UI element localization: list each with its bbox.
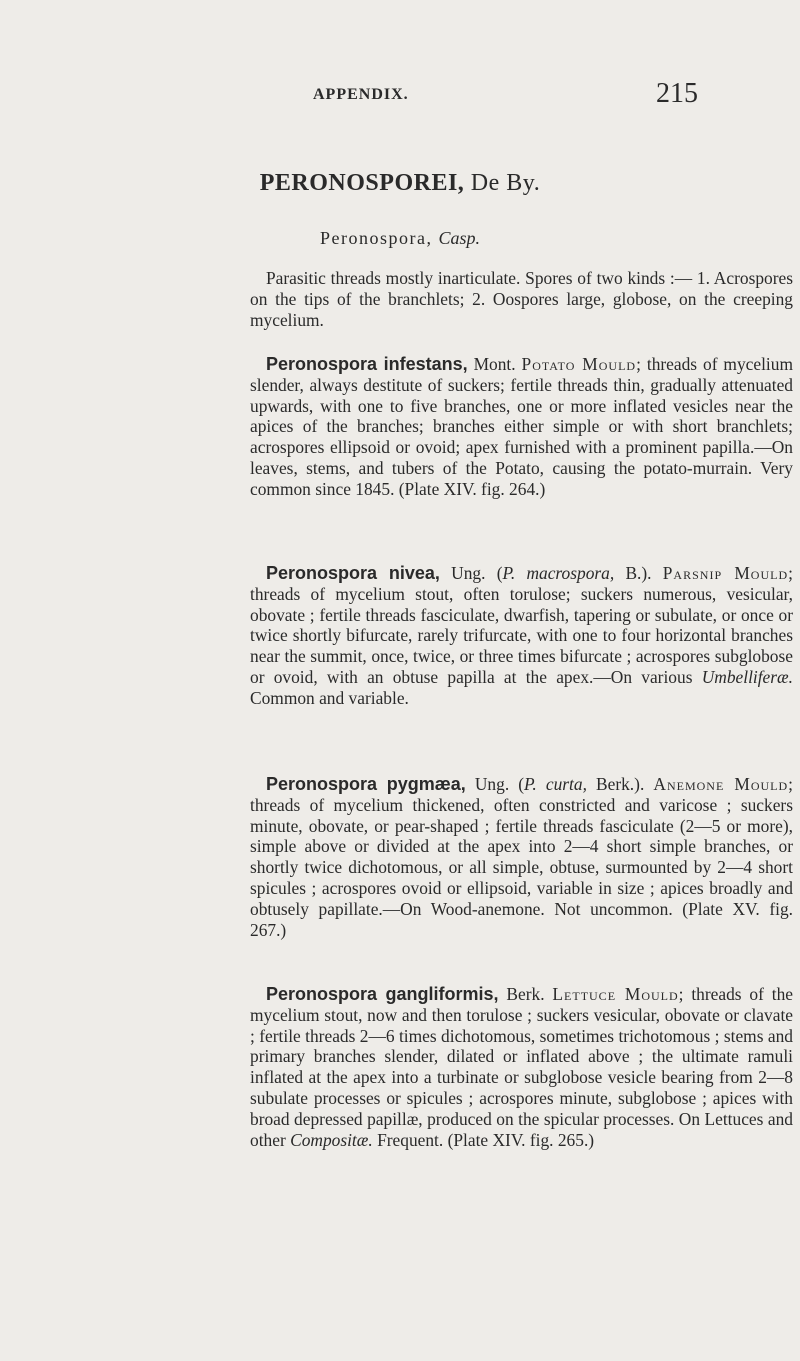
common-name: Parsnip Mould — [662, 563, 789, 583]
species-authority: Berk. — [498, 984, 553, 1004]
species-remark: Common and variable. — [250, 687, 409, 708]
species-authority: Ung. ( — [465, 774, 525, 794]
species-remark: Frequent. (Plate XIV. fig. 265.) — [372, 1129, 595, 1150]
intro-paragraph — [250, 268, 793, 330]
common-name: Lettuce Mould — [552, 984, 679, 1004]
species-authority: Ung. ( — [439, 563, 503, 583]
species-name: Peronospora nivea, — [266, 563, 440, 583]
species-name: Peronospora infestans, — [266, 354, 468, 374]
species-name: Peronospora pygmæa, — [266, 774, 466, 794]
running-title: APPENDIX. — [313, 86, 409, 103]
species-description: ; threads of mycelium stout, often torulose; suckers numerous, vesicular, obovate ; fertile threads fasciculate, dwarfish, tapering or subulate, or once or twice shortly bifurcate, rarely trifurcate, with one to four horizontal branches near the summit, once, twice, or three times bifurcate ; acrospores subglobose or ovoid, with an obtuse papilla at the apex.—On various — [250, 563, 793, 687]
genus-authority: Casp. — [438, 228, 480, 248]
species-entry — [250, 984, 793, 1150]
common-name: Anemone Mould — [653, 774, 789, 794]
intro-text: Parasitic threads mostly inarticulate. Spores of two kinds :— 1. Acrospores on the tips of the branchlets; 2. Oospores large, globose, on the creeping mycelium. — [250, 268, 793, 330]
species-name: Peronospora gangliformis, — [266, 984, 499, 1004]
species-entry — [250, 354, 793, 500]
running-head — [0, 78, 800, 108]
species-description: ; threads of mycelium thickened, often constricted and varicose ; suckers minute, obovate, or pear-shaped ; fertile threads fasciculate (2—5 or more), simple above or divided at the apex into 2—4 short simple branches, or shortly twice dichotomous, or all simple, obtuse, surmounted by 2—4 short spicules ; acrospores ovoid or ellipsoid, variable in size ; apices broadly and obtusely papillate.—On Wood-anemone. Not uncommon. (Plate XV. fig. 267.) — [250, 774, 793, 940]
genus-title — [0, 228, 800, 249]
species-description: ; threads of the mycelium stout, now and then torulose ; suckers vesicular, obovate or clavate ; fertile threads 2—6 times dichotomous, sometimes trichotomous ; stems and primary branches slender, dilated or inflated above ; the ultimate ramuli inflated at the apex into a turbinate or subglobose vesicle bearing from 2—8 subulate processes or spicules ; acrospores minute, subglobose ; apices with broad depressed papillæ, produced on the spicular processes. On Lettuces and other — [250, 984, 793, 1150]
species-entry — [250, 774, 793, 940]
page-number: 215 — [656, 78, 698, 109]
synonym-authority: B.). — [614, 563, 663, 583]
species-entry — [250, 563, 793, 709]
section-title — [0, 170, 800, 197]
common-name: Potato Mould — [521, 354, 637, 374]
host-name: Compositæ. — [290, 1129, 373, 1150]
species-synonym: P. curta, — [524, 774, 587, 794]
species-description: ; threads of mycelium slender, always destitute of suckers; fertile threads thin, gradually attenuated upwards, with one to five branches, one or more inflated vesicles near the apices of the branches; branches either simple or with short branchlets; acrospores ellipsoid or ovoid; apex furnished with a prominent papilla.—On leaves, stems, and tubers of the Potato, causing the potato-murrain. Very common since 1845. (Plate XIV. fig. 264.) — [250, 354, 793, 499]
species-synonym: P. macrospora, — [502, 563, 615, 583]
genus-name: Peronospora, — [320, 228, 433, 248]
species-authority: Mont. — [467, 354, 522, 374]
host-name: Umbelliferæ. — [701, 666, 793, 687]
synonym-authority: Berk.). — [586, 774, 654, 794]
section-title-authority: De By. — [470, 170, 541, 196]
section-title-name: PERONOSPOREI, — [259, 170, 465, 196]
